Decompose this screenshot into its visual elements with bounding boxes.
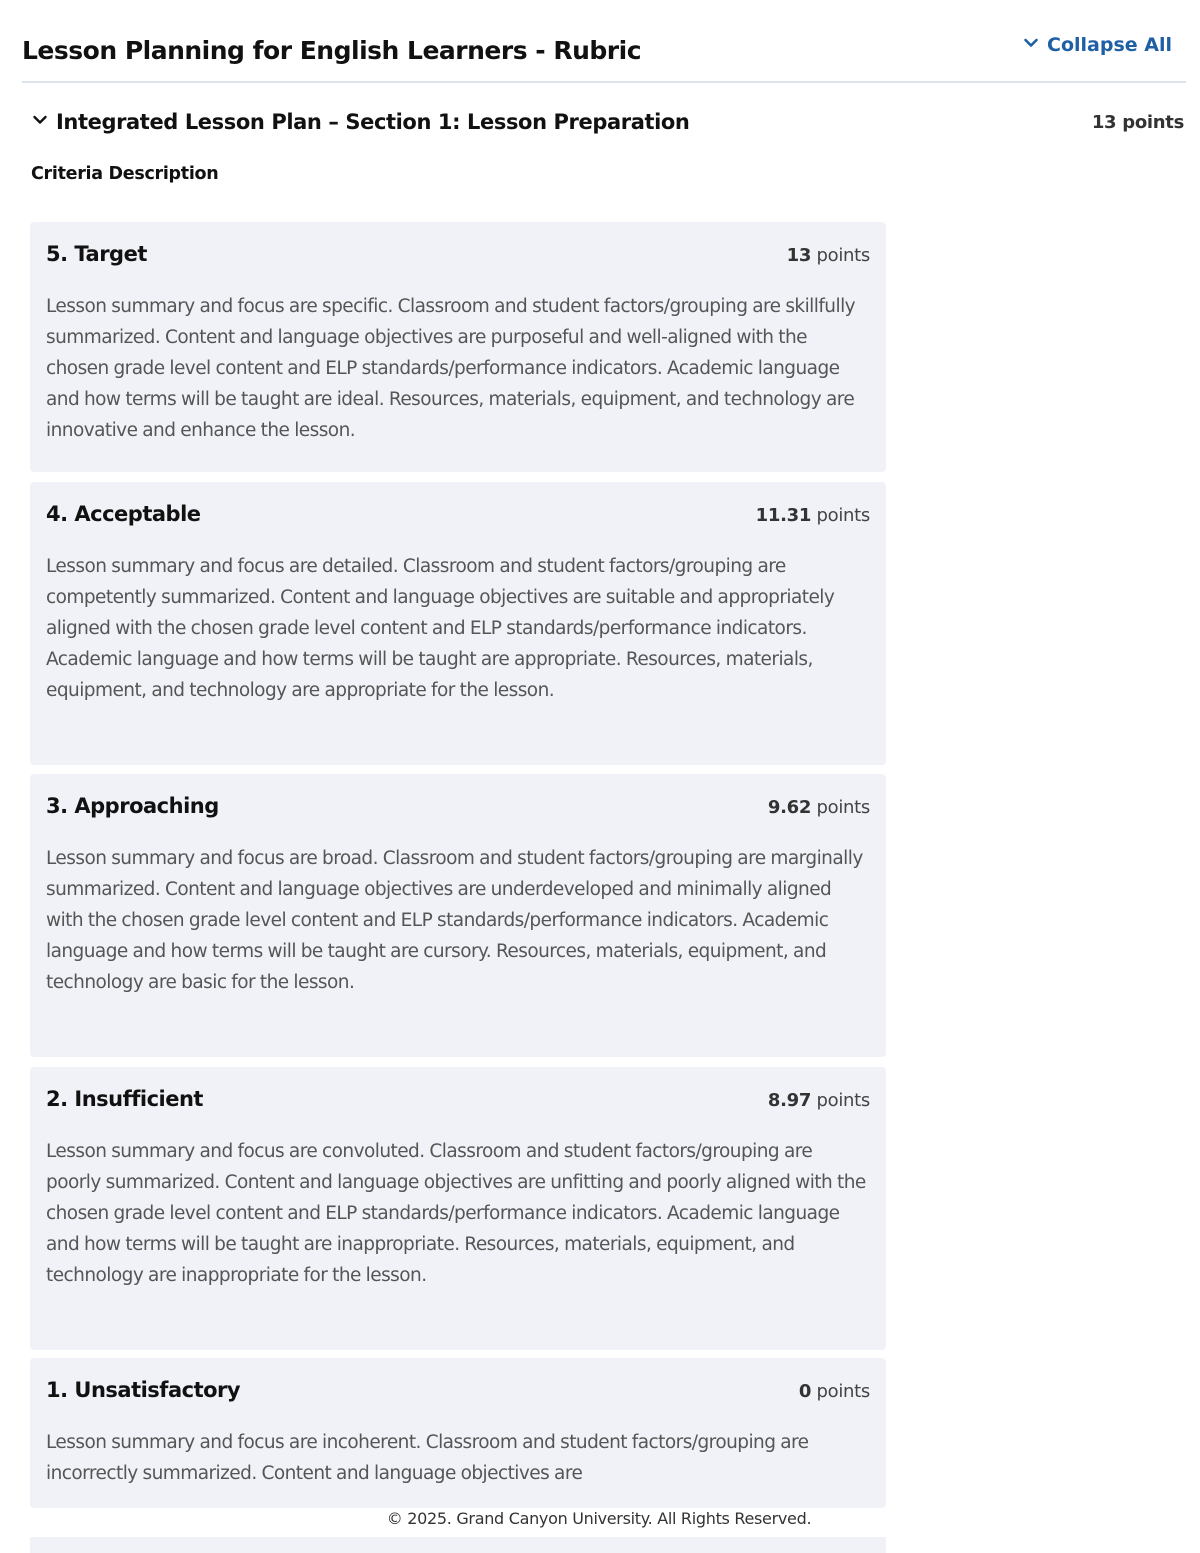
rating-card-acceptable xyxy=(30,482,886,765)
rating-points: 13 points xyxy=(786,245,870,266)
rating-title: 2. Insufficient xyxy=(46,1087,203,1111)
rating-points: 0 points xyxy=(798,1381,870,1402)
section-header xyxy=(32,106,1184,138)
page-title: Lesson Planning for English Learners - Rubric xyxy=(22,36,642,65)
rating-card-insufficient xyxy=(30,1067,886,1350)
section-title: Integrated Lesson Plan – Section 1: Lesson Preparation xyxy=(56,110,690,134)
rating-card-target xyxy=(30,222,886,472)
rating-card-unsatisfactory xyxy=(30,1358,886,1508)
rating-points: 11.31 points xyxy=(755,505,870,526)
rating-description: Lesson summary and focus are specific. Classroom and student factors/grouping are skillfully summarized. Content and language objectives are purposeful and well-aligned with the chosen grade level content and ELP standards/performance indicators. Academic language and how terms will be taught are ideal. Resources, materials, equipment, and technology are innovative and enhance the lesson. xyxy=(46,296,856,441)
collapse-all-label: Collapse All xyxy=(1047,34,1172,56)
rating-card-approaching xyxy=(30,774,886,1057)
section-toggle[interactable] xyxy=(32,110,689,134)
criteria-description-label: Criteria Description xyxy=(31,164,219,184)
rating-points: 9.62 points xyxy=(767,797,870,818)
rating-title: 5. Target xyxy=(46,242,147,266)
section-points: 13 points xyxy=(1091,111,1184,133)
rating-title: 4. Acceptable xyxy=(46,502,201,526)
rating-description: Lesson summary and focus are incoherent. Classroom and student factors/grouping are incorrectly summarized. Content and language objectives are xyxy=(46,1432,809,1484)
title-divider xyxy=(22,81,1186,83)
rating-description: Lesson summary and focus are convoluted. Classroom and student factors/grouping are poorly summarized. Content and language objectives are unfitting and poorly aligned with the chosen grade level content and ELP standards/performance indicators. Academic language and how terms will be taught are inappropriate. Resources, materials, equipment, and technology are inappropriate for the lesson. xyxy=(46,1141,866,1286)
collapse-all-button[interactable] xyxy=(1023,34,1172,56)
copyright-footer: © 2025. Grand Canyon University. All Rights Reserved. xyxy=(386,1509,812,1528)
rating-points: 8.97 points xyxy=(767,1090,870,1111)
chevron-down-icon xyxy=(32,112,48,132)
next-card-edge xyxy=(30,1537,886,1553)
rating-description: Lesson summary and focus are detailed. Classroom and student factors/grouping are competently summarized. Content and language objectives are suitable and appropriately aligned with the chosen grade level content and ELP standards/performance indicators. Academic language and how terms will be taught are appropriate. Resources, materials, equipment, and technology are appropriate for the lesson. xyxy=(46,556,835,701)
rating-title: 1. Unsatisfactory xyxy=(46,1378,241,1402)
chevron-down-icon xyxy=(1023,34,1039,56)
rating-description: Lesson summary and focus are broad. Classroom and student factors/grouping are marginally summarized. Content and language objectives are underdeveloped and minimally aligned with the chosen grade level content and ELP standards/performance indicators. Academic language and how terms will be taught are cursory. Resources, materials, equipment, and technology are basic for the lesson. xyxy=(46,848,863,993)
rating-title: 3. Approaching xyxy=(46,794,219,818)
